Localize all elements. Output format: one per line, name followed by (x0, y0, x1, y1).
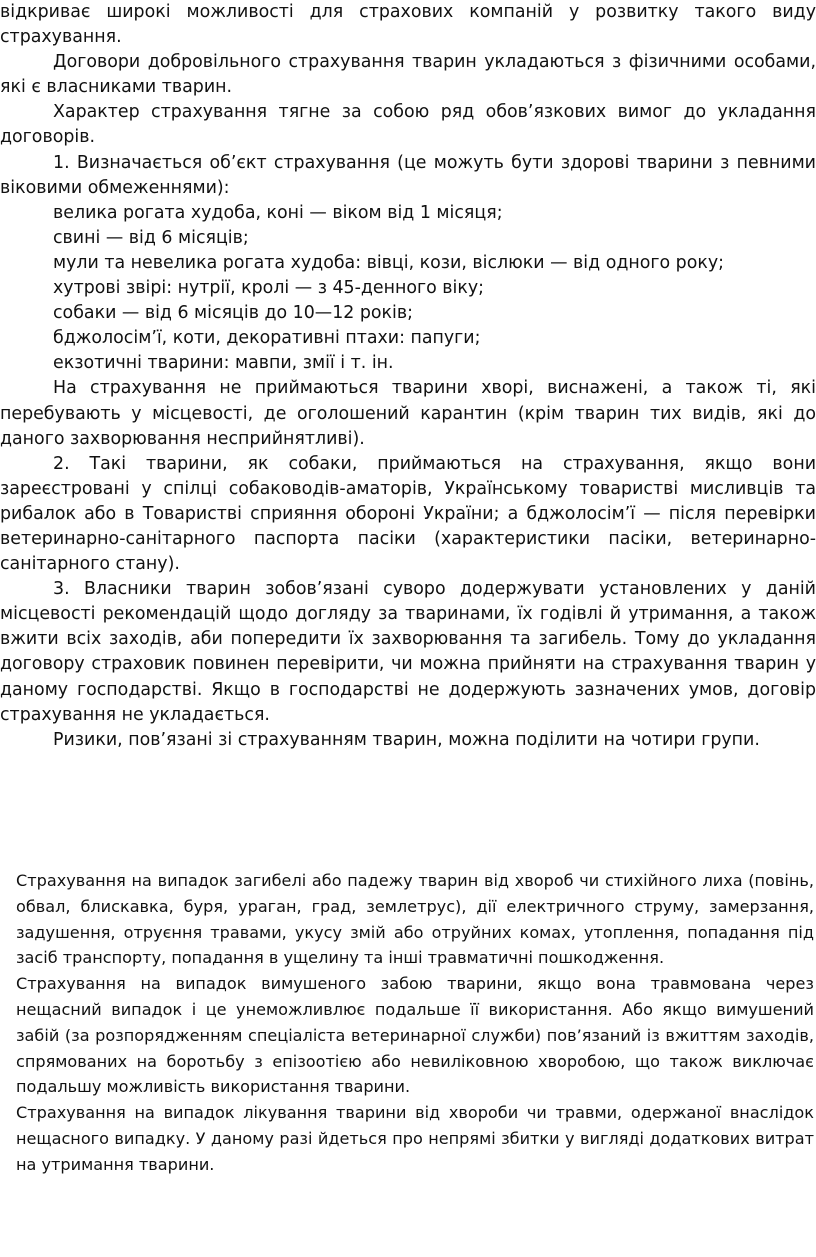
paragraph-registration: 2. Такі тварини, як собаки, приймаються на страхування, якщо вони зареєстровані у спілці собаководів-аматорів, Українському товаристві мисливців та рибалок або в Товаристві сприяння обороні України; а бджолосім’ї — після перевірки ветеринарно-санітарного паспорта пасіки (характеристики пасіки, ветеринарно-санітарного стану). (0, 453, 816, 575)
paragraph-continuation: відкриває широкі можливості для страхових компаній у розвитку такого виду страхування. (0, 2, 816, 48)
risk-groups-list (16, 868, 814, 1178)
risk-group-death: Страхування на випадок загибелі або падежу тварин від хвороб чи стихійного лиха (повінь, обвал, блискавка, буря, ураган, град, землетрус), дії електричного струму, замерзання, задушення, отруєння травами, укусу змій або отруйних комах, утоплення, попадання під засіб транспорту, попадання в ущелину та інші травматичні пошкодження. (16, 871, 814, 968)
paragraph-risk-groups: Ризики, пов’язані зі страхуванням тварин, можна поділити на чотири групи. (53, 729, 760, 750)
list-item-exotic: екзотичні тварини: мавпи, змії і т. ін. (53, 353, 394, 374)
paragraph-owner-obligations: 3. Власники тварин зобов’язані суворо додержувати установлених у даній місцевості рекомендацій щодо догляду за тваринами, їх годівлі й утримання, а також вжити всіх заходів, аби попередити їх захворювання та загибель. Тому до укладання договору страховик повинен перевірити, чи можна прийняти на страхування тварин у даному господарстві. Якщо в господарстві не додержують зазначених умов, договір страхування не укладається. (0, 579, 816, 725)
paragraph-requirements: Характер страхування тягне за собою ряд обов’язкових вимог до укладання договорів. (0, 102, 816, 148)
list-item-small-cattle: мули та невелика рогата худоба: вівці, кози, віслюки — від одного року; (53, 252, 724, 273)
paragraph-object-of-insurance: 1. Визначається об’єкт страхування (це можуть бути здорові тварини з певними віковими обмеженнями): (0, 152, 816, 198)
list-item-dogs: собаки — від 6 місяців до 10—12 років; (53, 303, 413, 324)
paragraph-not-accepted: На страхування не приймаються тварини хворі, виснажені, а також ті, які перебувають у місцевості, де оголошений карантин (крім тварин тих видів, які до даного захворювання несприйнятливі). (0, 378, 816, 449)
list-item-bees-cats-birds: бджолосім’ї, коти, декоративні птахи: папуги; (53, 328, 481, 349)
list-item-fur-animals: хутрові звірі: нутрії, кролі — з 45-денного віку; (53, 278, 485, 299)
risk-group-forced-slaughter: Страхування на випадок вимушеного забою тварини, якщо вона травмована через нещасний випадок і це унеможливлює подальше її використання. Або якщо вимушений забій (за розпорядженням спеціаліста ветеринарної служби) пов’язаний із вжиттям заходів, спрямованих на боротьбу з епізоотією або невиліковною хворобою, що також виключає подальшу можливість використання тварини. (16, 974, 814, 1097)
paragraph-contracts: Договори добровільного страхування тварин укладаються з фізичними особами, які є власниками тварин. (0, 52, 816, 98)
risk-group-treatment: Страхування на випадок лікування тварини від хвороби чи травми, одержаної внаслідок нещасного випадку. У даному разі йдеться про непрямі збитки у вигляді додаткових витрат на утримання тварини. (16, 1103, 814, 1174)
list-item-pigs: свині — від 6 місяців; (53, 227, 249, 248)
list-item-cattle: велика рогата худоба, коні — віком від 1 місяця; (53, 202, 503, 223)
